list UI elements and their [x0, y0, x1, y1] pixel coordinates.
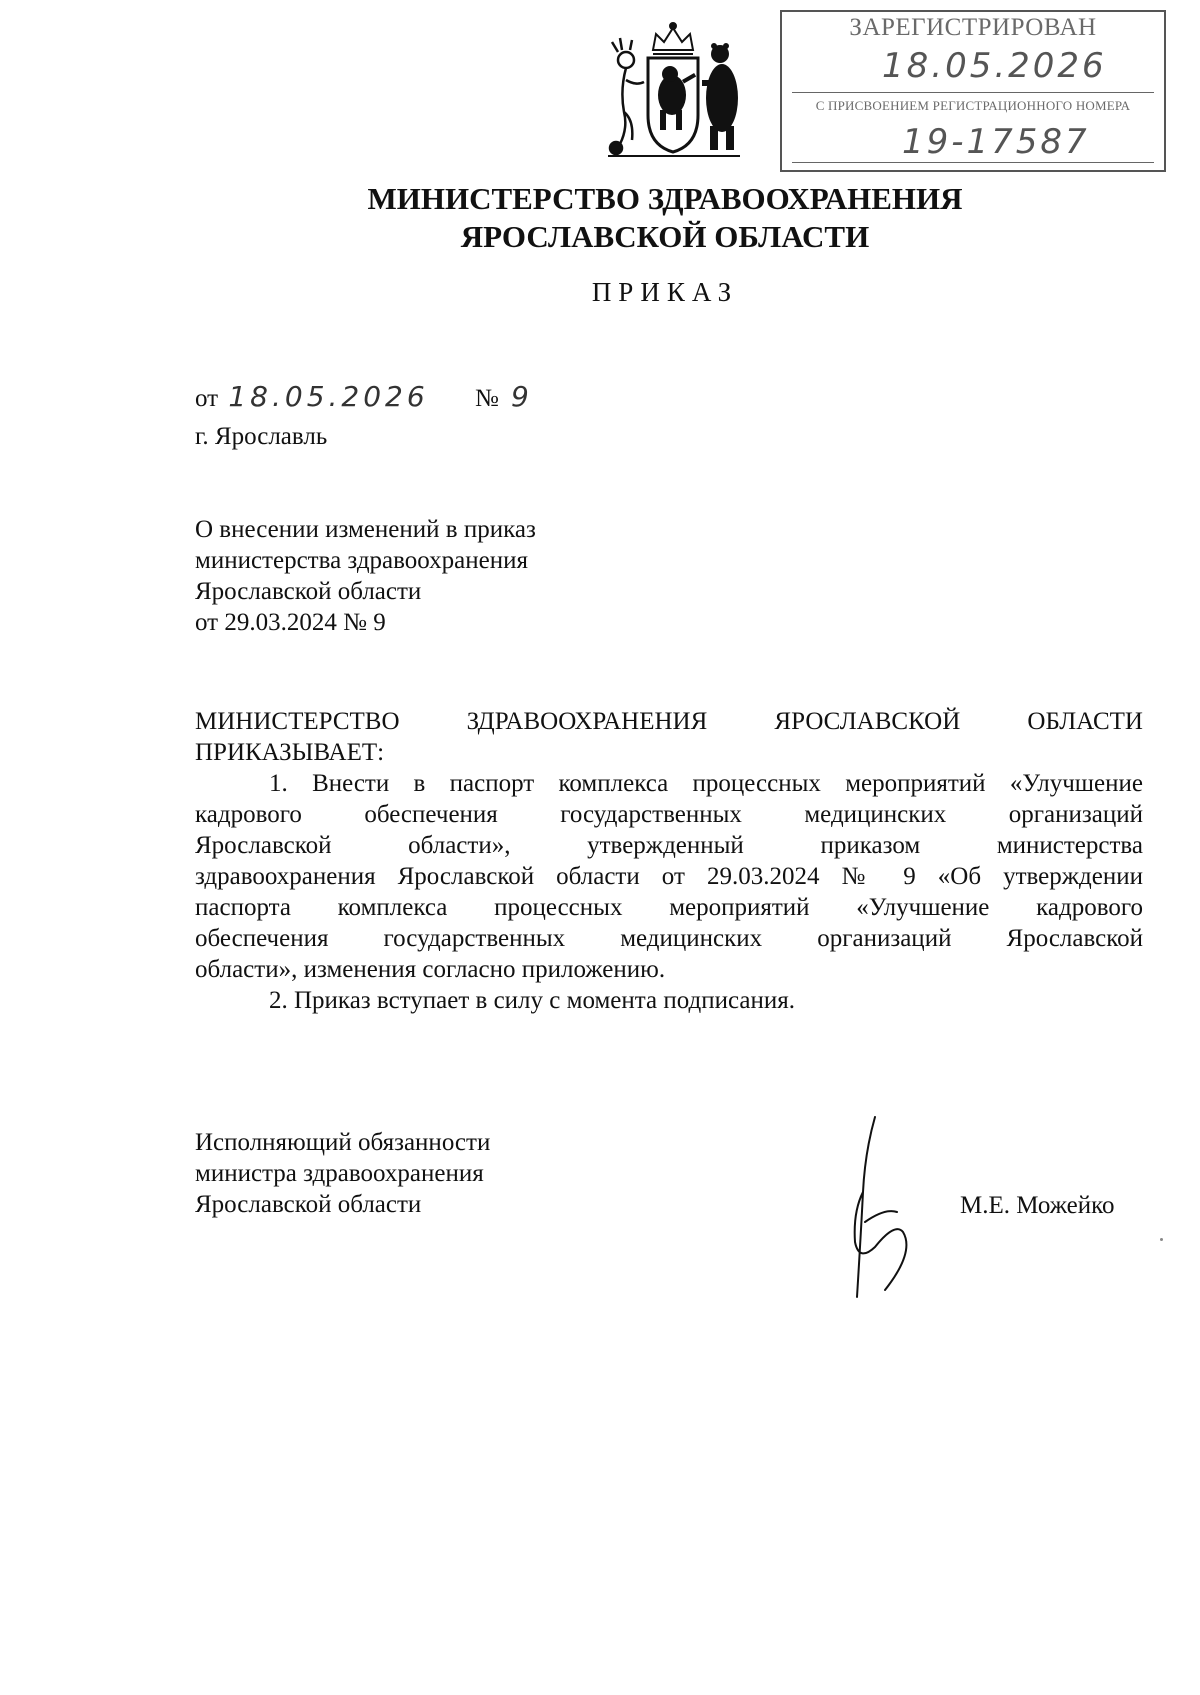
- date-prefix: от: [195, 385, 219, 412]
- order-body: [195, 706, 1143, 1016]
- item1-line: области», изменения согласно приложению.: [195, 956, 666, 983]
- city-line: г. Ярославль: [195, 423, 328, 450]
- item1-line: Ярославской области», утвержденный приказом министерства: [195, 832, 1143, 859]
- item1-line: здравоохранения Ярославской области от 29.03.2024 № 9 «Об утверждении: [195, 863, 1143, 890]
- preamble-line: МИНИСТЕРСТВО ЗДРАВООХРАНЕНИЯ ЯРОСЛАВСКОЙ ОБЛАСТИ: [195, 708, 1143, 735]
- right-supporter-bear-icon: [702, 43, 738, 150]
- signer-position-line: Ярославской области: [195, 1191, 422, 1218]
- preamble-line: ПРИКАЗЫВАЕТ:: [195, 739, 385, 766]
- subject-line: от 29.03.2024 № 9: [195, 609, 386, 636]
- order-number: 9: [511, 380, 533, 413]
- order-subject: [195, 514, 655, 638]
- stamp-subtitle: С ПРИСВОЕНИЕМ РЕГИСТРАЦИОННОГО НОМЕРА: [815, 98, 1131, 113]
- subject-line: О внесении изменений в приказ: [195, 516, 536, 543]
- subject-line: Ярославской области: [195, 578, 422, 605]
- signer-position: [195, 1127, 490, 1220]
- handwritten-signature: [845, 1112, 925, 1302]
- subject-line: министерства здравоохранения: [195, 547, 528, 574]
- item1-line: обеспечения государственных медицинских организаций Ярославской: [195, 925, 1143, 952]
- stamp-registration-date: 18.05.2026: [882, 46, 1107, 86]
- ministry-title-line1: МИНИСТЕРСТВО ЗДРАВООХРАНЕНИЯ: [367, 181, 963, 216]
- crown-icon: [653, 23, 693, 54]
- stamp-divider-line: [792, 162, 1154, 163]
- item1-line: кадрового обеспечения государственных медицинских организаций: [195, 801, 1143, 828]
- ministry-title: [0, 180, 1200, 256]
- stamp-title: ЗАРЕГИСТРИРОВАН: [849, 14, 1097, 41]
- stamp-divider-line: [792, 92, 1154, 93]
- item2-line: 2. Приказ вступает в силу с момента подписания.: [269, 987, 795, 1014]
- order-date-number-row: [195, 380, 533, 413]
- signer-position-line: Исполняющий обязанности: [195, 1129, 491, 1156]
- signer-position-line: министра здравоохранения: [195, 1160, 484, 1187]
- number-prefix: №: [474, 385, 499, 412]
- item1-line: 1. Внести в паспорт комплекса процессных мероприятий «Улучшение: [269, 770, 1143, 797]
- left-supporter-icon: [610, 38, 644, 154]
- coat-of-arms-emblem: [598, 20, 748, 160]
- signer-name: М.Е. Можейко: [960, 1192, 1115, 1219]
- stamp-registration-number: 19-17587: [902, 122, 1090, 162]
- ministry-title-line2: ЯРОСЛАВСКОЙ ОБЛАСТИ: [460, 219, 870, 254]
- document-type-heading: ПРИКАЗ: [591, 277, 739, 307]
- registration-stamp: [780, 10, 1166, 172]
- item1-line: паспорта комплекса процессных мероприятий «Улучшение кадрового: [195, 894, 1143, 921]
- order-date: 18.05.2026: [228, 380, 429, 413]
- scan-speck: [1160, 1238, 1163, 1241]
